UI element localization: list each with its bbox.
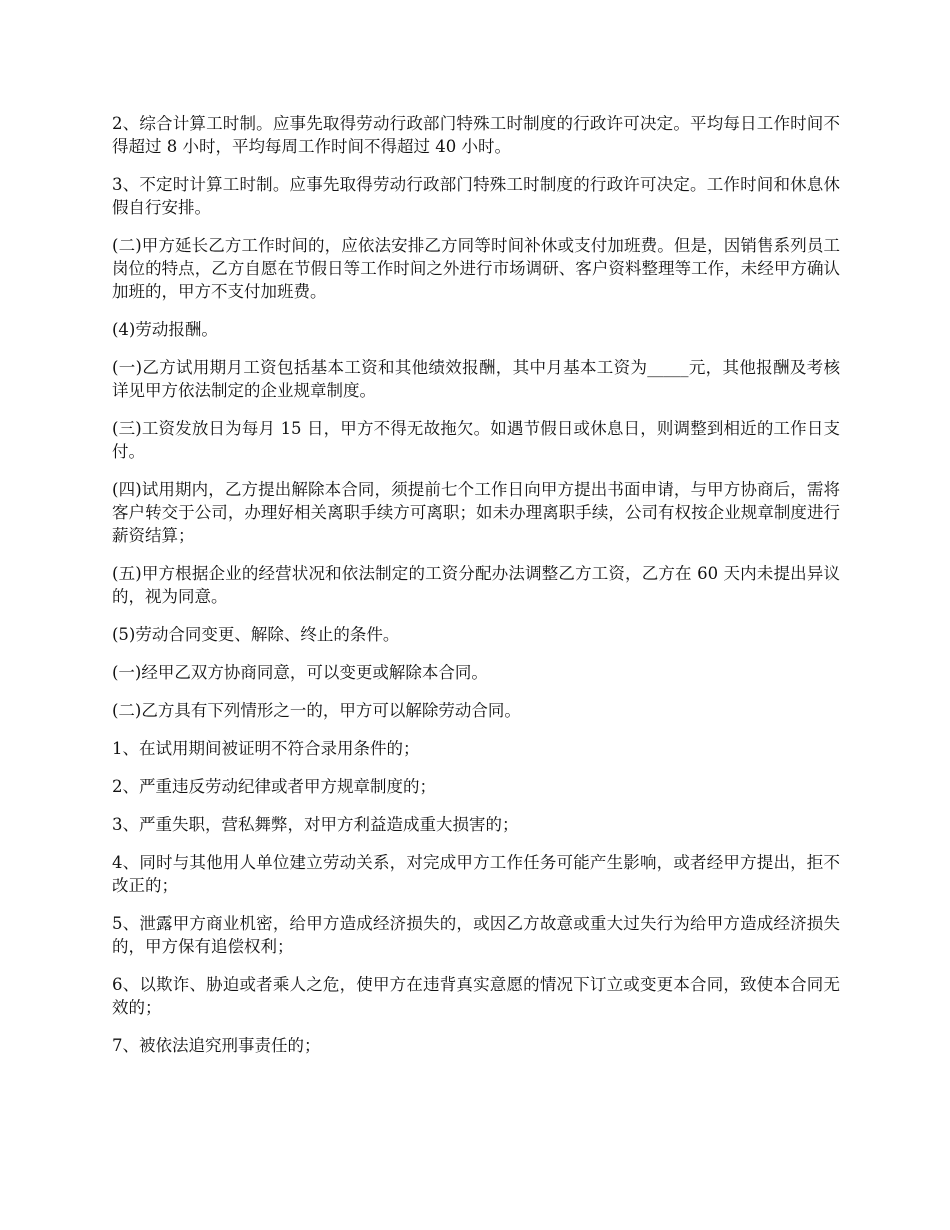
paragraph-flexible-hours: 3、不定时计算工时制。应事先取得劳动行政部门特殊工时制度的行政许可决定。工作时间和休息休假自行安排。 [112, 175, 840, 217]
paragraph-probation-salary: (一)乙方试用期月工资包括基本工资和其他绩效报酬，其中月基本工资为_____元，其他报酬及考核详见甲方依法制定的企业规章制度。 [112, 358, 840, 400]
list-item-condition-6: 6、以欺诈、胁迫或者乘人之危，使甲方在违背真实意愿的情况下订立或变更本合同，致使本合同无效的； [112, 975, 840, 1017]
list-item-condition-1: 1、在试用期间被证明不符合录用条件的； [112, 739, 420, 758]
paragraph-payday: (三)工资发放日为每月 15 日，甲方不得无故拖欠。如遇节假日或休息日，则调整到相近的工作日支付。 [112, 419, 840, 461]
section-heading-remuneration: (4)劳动报酬。 [112, 320, 218, 339]
paragraph-salary-adjustment: (五)甲方根据企业的经营状况和依法制定的工资分配办法调整乙方工资，乙方在 60 天内未提出异议的，视为同意。 [112, 564, 840, 606]
list-item-condition-5: 5、泄露甲方商业机密，给甲方造成经济损失的，或因乙方故意或重大过失行为给甲方造成经济损失的，甲方保有追偿权利； [112, 914, 840, 956]
document-page [112, 112, 840, 1072]
paragraph-probation-resignation: (四)试用期内，乙方提出解除本合同，须提前七个工作日向甲方提出书面申请，与甲方协商后，需将客户转交于公司，办理好相关离职手续方可离职；如未办理离职手续，公司有权按企业规章制度进行薪资结算； [112, 480, 840, 545]
section-heading-contract-change: (5)劳动合同变更、解除、终止的条件。 [112, 625, 400, 644]
list-item-condition-3: 3、严重失职，营私舞弊，对甲方利益造成重大损害的； [112, 815, 519, 834]
list-item-condition-2: 2、严重违反劳动纪律或者甲方规章制度的； [112, 777, 436, 796]
list-item-condition-7: 7、被依法追究刑事责任的； [112, 1036, 321, 1055]
paragraph-comprehensive-hours: 2、综合计算工时制。应事先取得劳动行政部门特殊工时制度的行政许可决定。平均每日工作时间不得超过 8 小时，平均每周工作时间不得超过 40 小时。 [112, 114, 840, 156]
paragraph-overtime: (二)甲方延长乙方工作时间的，应依法安排乙方同等时间补休或支付加班费。但是，因销售系列员工岗位的特点，乙方自愿在节假日等工作时间之外进行市场调研、客户资料整理等工作，未经甲方确认加班的，甲方不支付加班费。 [112, 236, 840, 301]
paragraph-mutual-agreement: (一)经甲乙双方协商同意，可以变更或解除本合同。 [112, 663, 488, 682]
list-item-condition-4: 4、同时与其他用人单位建立劳动关系，对完成甲方工作任务可能产生影响，或者经甲方提出，拒不改正的； [112, 853, 840, 895]
paragraph-termination-conditions: (二)乙方具有下列情形之一的，甲方可以解除劳动合同。 [112, 701, 521, 720]
